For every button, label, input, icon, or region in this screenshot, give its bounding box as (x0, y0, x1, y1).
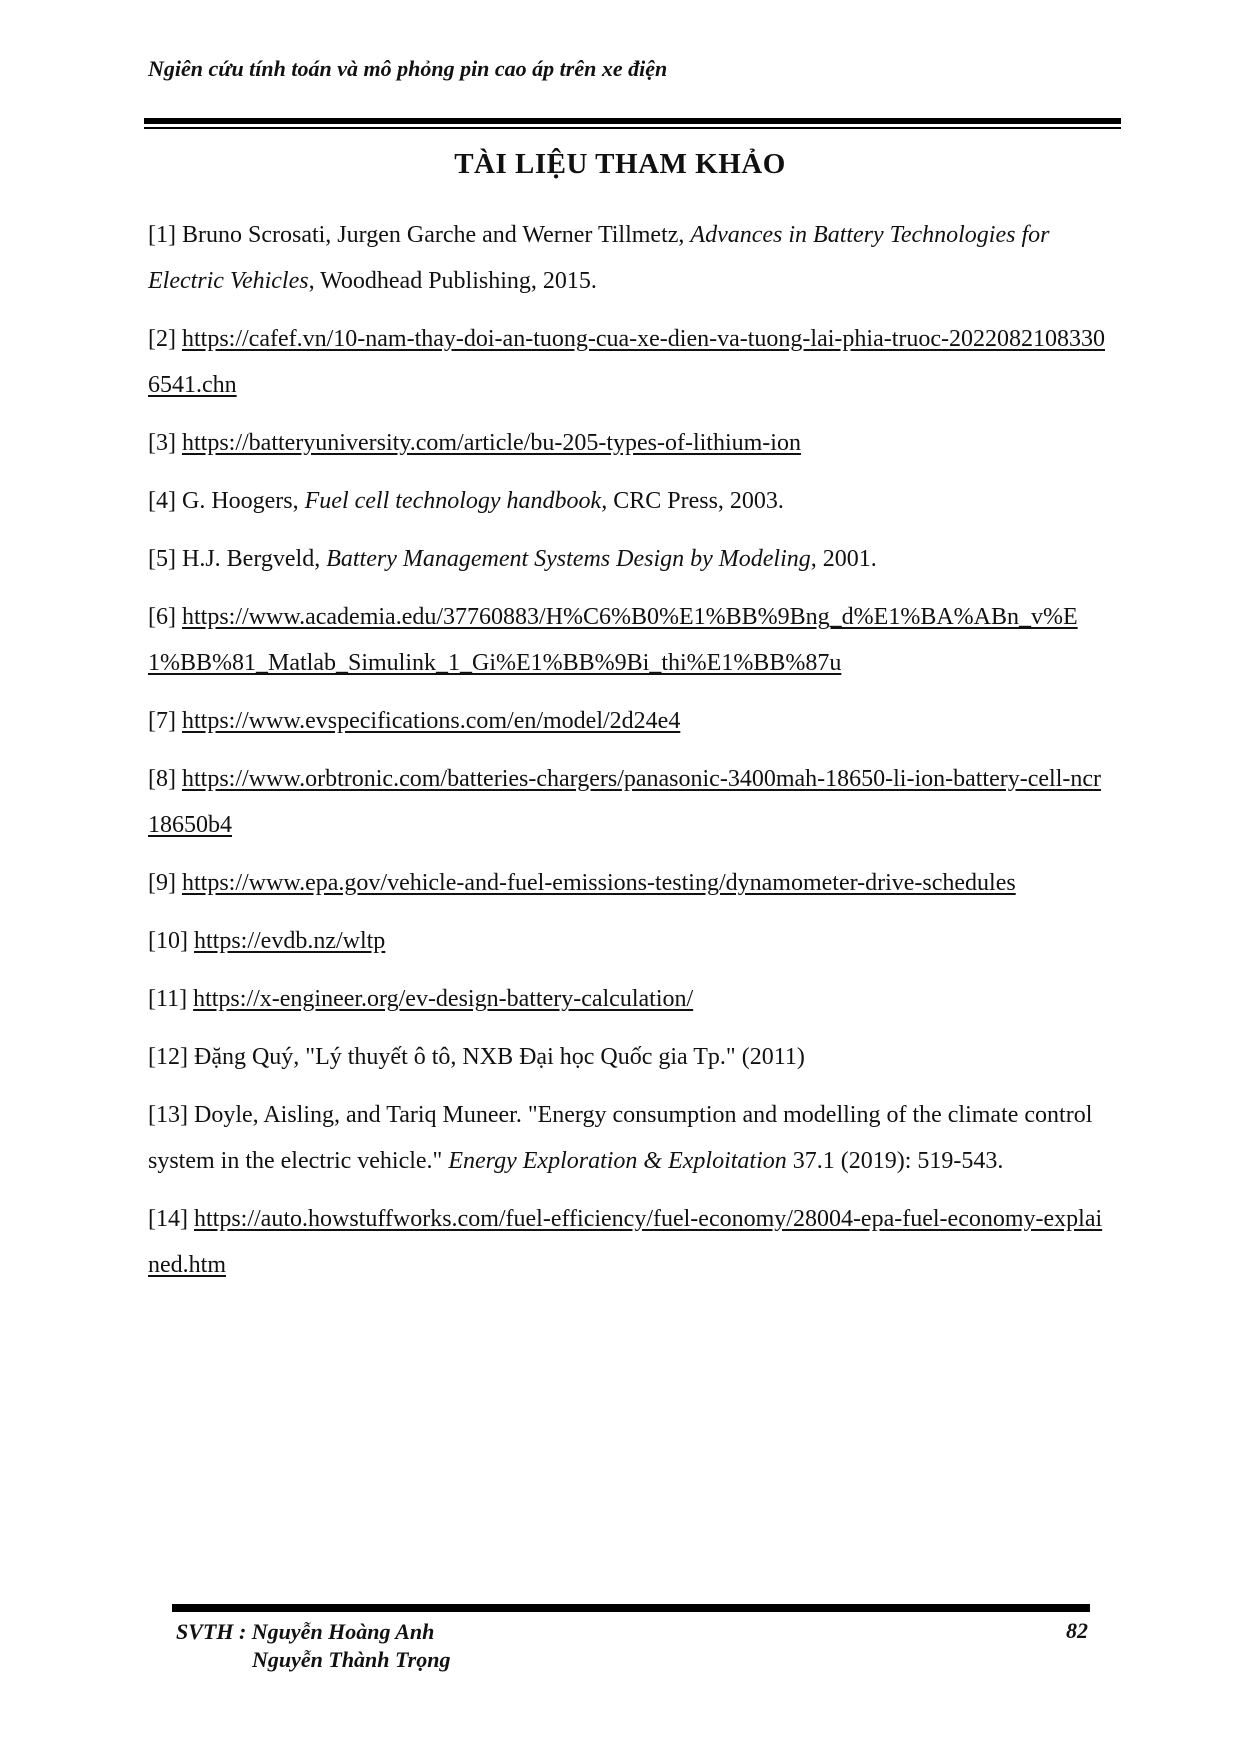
footer-rule (172, 1604, 1090, 1612)
reference-publisher: , 2001. (810, 546, 877, 572)
reference-number: [1] (148, 222, 176, 248)
reference-number: [14] (148, 1206, 188, 1232)
reference-14 (148, 1196, 1108, 1288)
reference-12 (148, 1034, 1108, 1080)
reference-4 (148, 478, 1108, 524)
reference-authors: Doyle, Aisling, and Tariq Muneer. "Energy consumption and modelling of the climate control system in the electric vehicle." (148, 1102, 1093, 1174)
reference-number: [9] (148, 870, 176, 896)
reference-link[interactable]: https://cafef.vn/10-nam-thay-doi-an-tuong-cua-xe-dien-va-tuong-lai-phia-truoc-20220821083306541.chn (148, 326, 1106, 398)
reference-11 (148, 976, 1108, 1022)
reference-link[interactable]: https://www.evspecifications.com/en/model/2d24e4 (181, 708, 681, 734)
reference-authors: H.J. Bergveld, (181, 546, 321, 572)
header-rule-thin (144, 127, 1121, 129)
reference-title: Advances in Battery Technologies for Electric Vehicles (148, 222, 1050, 294)
reference-publisher: , Woodhead Publishing, 2015. (308, 268, 597, 294)
reference-link[interactable]: https://www.academia.edu/37760883/H%C6%B0%E1%BB%9Bng_d%E1%BA%ABn_v%E1%BB%81_Matlab_Simulink_1_Gi%E1%BB%9Bi_thi%E1%BB%87u (148, 604, 1078, 676)
reference-number: [6] (148, 604, 176, 630)
reference-link[interactable]: https://evdb.nz/wltp (193, 928, 386, 954)
reference-number: [4] (148, 488, 176, 514)
reference-8 (148, 756, 1108, 848)
footer-authors (176, 1618, 450, 1674)
reference-link[interactable]: https://batteryuniversity.com/article/bu-205-types-of-lithium-ion (181, 430, 801, 456)
reference-10 (148, 918, 1108, 964)
reference-13 (148, 1092, 1108, 1184)
footer-author-1: SVTH : Nguyễn Hoàng Anh (176, 1619, 435, 1644)
running-header: Ngiên cứu tính toán và mô phỏng pin cao áp trên xe điện (148, 56, 668, 81)
reference-number: [11] (148, 986, 188, 1012)
header-rule (144, 118, 1121, 124)
reference-authors: Bruno Scrosati, Jurgen Garche and Werner Tillmetz, (181, 222, 685, 248)
reference-link[interactable]: https://x-engineer.org/ev-design-battery-calculation/ (193, 986, 694, 1012)
reference-link[interactable]: https://www.epa.gov/vehicle-and-fuel-emissions-testing/dynamometer-drive-schedules (181, 870, 1016, 896)
page-title: TÀI LIỆU THAM KHẢO (454, 148, 786, 180)
reference-number: [3] (148, 430, 176, 456)
reference-6 (148, 594, 1108, 686)
reference-1 (148, 212, 1108, 304)
reference-text: Đặng Quý, "Lý thuyết ô tô, NXB Đại học Quốc gia Tp." (2011) (193, 1044, 805, 1070)
reference-number: [2] (148, 326, 176, 352)
reference-number: [5] (148, 546, 176, 572)
reference-link[interactable]: https://auto.howstuffworks.com/fuel-efficiency/fuel-economy/28004-epa-fuel-economy-explained.htm (148, 1206, 1103, 1278)
reference-number: [13] (148, 1102, 188, 1128)
reference-2 (148, 316, 1108, 408)
reference-number: [7] (148, 708, 176, 734)
reference-title: Battery Management Systems Design by Modeling (326, 546, 811, 572)
reference-3 (148, 420, 1108, 466)
reference-publisher: CRC Press, 2003. (613, 488, 784, 514)
reference-number: [8] (148, 766, 176, 792)
reference-title: Energy Exploration & Exploitation (448, 1148, 787, 1174)
page-number: 82 (1066, 1618, 1088, 1643)
reference-number: [10] (148, 928, 188, 954)
reference-5 (148, 536, 1108, 582)
reference-link[interactable]: https://www.orbtronic.com/batteries-chargers/panasonic-3400mah-18650-li-ion-battery-cell-ncr18650b4 (148, 766, 1102, 838)
footer-author-2: Nguyễn Thành Trọng (252, 1647, 451, 1672)
reference-publisher: 37.1 (2019): 519-543. (792, 1148, 1004, 1174)
reference-authors: G. Hoogers, (181, 488, 299, 514)
reference-number: [12] (148, 1044, 188, 1070)
reference-7 (148, 698, 1108, 744)
reference-list (148, 212, 1108, 1300)
reference-title: Fuel cell technology handbook, (304, 488, 608, 514)
reference-9 (148, 860, 1108, 906)
